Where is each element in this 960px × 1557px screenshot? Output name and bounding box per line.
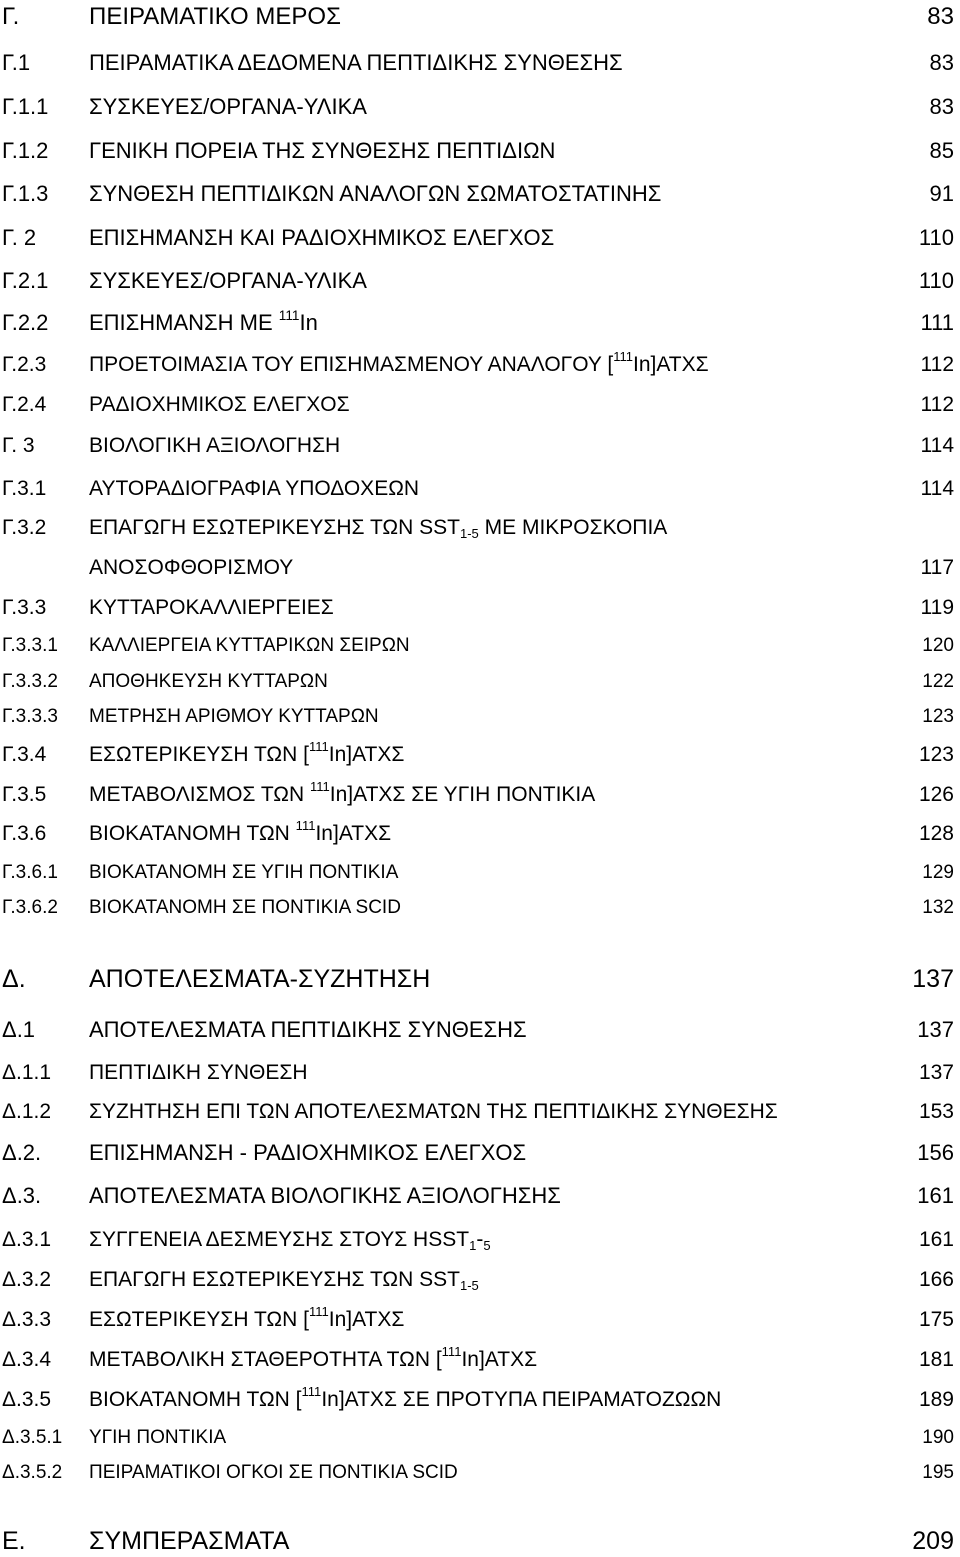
section-title: ΚΥΤΤΑΡΟΚΑΛΛΙΕΡΓΕΙΕΣ <box>89 596 334 619</box>
section-title: ΑΠΟΘΗΚΕΥΣΗ ΚΥΤΤΑΡΩΝ <box>89 671 328 692</box>
section-number: Γ.3.3.1 <box>2 635 58 656</box>
section-title: ΒΙΟΚΑΤΑΝΟΜΗ ΣΕ ΠΟΝΤΙΚΙΑ SCID <box>89 897 401 918</box>
page-number: 112 <box>920 393 954 416</box>
page-number: 122 <box>922 671 954 692</box>
section-number: Γ.3.3.2 <box>2 671 58 692</box>
section-title: ΣΥΖΗΤΗΣΗ ΕΠΙ ΤΩΝ ΑΠΟΤΕΛΕΣΜΑΤΩΝ ΤΗΣ ΠΕΠΤΙΔΙΚΗΣ ΣΥΝΘΕΣΗΣ <box>89 1100 778 1123</box>
section-number: Δ.3.3 <box>2 1308 52 1331</box>
page-number: 161 <box>917 1183 954 1208</box>
page-number: 110 <box>918 225 954 250</box>
section-number: Γ.3.6 <box>2 822 47 845</box>
page-number: 119 <box>920 596 954 619</box>
page-number: 111 <box>920 310 954 335</box>
section-title: ΕΠΙΣΗΜΑΝΣΗ ΚΑΙ ΡΑΔΙΟΧΗΜΙΚΟΣ ΕΛΕΓΧΟΣ <box>89 225 555 250</box>
section-number: Γ.1 <box>2 50 31 75</box>
section-number: Γ.2.1 <box>2 268 49 293</box>
section-number: Δ.3.5 <box>2 1388 52 1411</box>
section-number: Δ.1.1 <box>2 1061 52 1084</box>
section-title: ΜΕΤΑΒΟΛΙΣΜΟΣ ΤΩΝ $^{111}$In]ΑΤΧΣ ΣΕ ΥΓΙΗ ΠΟΝΤΙΚΙΑ <box>89 779 596 806</box>
section-number: Δ.1 <box>2 1017 36 1042</box>
section-number: Γ.3.5 <box>2 783 47 806</box>
page-number: 137 <box>912 965 954 993</box>
page-number: 117 <box>920 556 954 579</box>
section-number: Γ.3.6.1 <box>2 862 58 883</box>
section-title: ΣΥΣΚΕΥΕΣ/ΟΡΓΑΝΑ-ΥΛΙΚΑ <box>89 94 367 119</box>
section-title: ΥΓΙΗ ΠΟΝΤΙΚΙΑ <box>89 1427 227 1448</box>
section-number: Δ.3.2 <box>2 1268 52 1291</box>
page-number: 137 <box>917 1017 954 1042</box>
page-number: 83 <box>927 3 954 30</box>
page-number: 123 <box>918 743 954 766</box>
section-number: Δ.3.5.2 <box>2 1462 63 1483</box>
page-number: 156 <box>917 1140 954 1165</box>
section-title: ΠΕΙΡΑΜΑΤΙΚΟΙ ΟΓΚΟΙ ΣΕ ΠΟΝΤΙΚΙΑ SCID <box>89 1462 458 1483</box>
section-number: Γ.2.3 <box>2 353 47 376</box>
page-number: 126 <box>918 783 954 806</box>
section-number: Γ. 2 <box>2 225 37 250</box>
section-number: Δ.3.1 <box>2 1228 52 1251</box>
page-number: 132 <box>922 897 954 918</box>
section-title: ΕΠΑΓΩΓΗ ΕΣΩΤΕΡΙΚΕΥΣΗΣ ΤΩΝ $SST_{1-5}$ ΜΕ ΜΙΚΡΟΣΚΟΠΙΑ <box>89 516 668 541</box>
section-number: Γ.2.4 <box>2 393 47 416</box>
section-number: Γ.1.2 <box>2 138 49 163</box>
section-title: ΕΠΙΣΗΜΑΝΣΗ - ΡΑΔΙΟΧΗΜΙΚΟΣ ΕΛΕΓΧΟΣ <box>89 1140 527 1165</box>
section-title: ΠΕΙΡΑΜΑΤΙΚΑ ΔΕΔΟΜΕΝΑ ΠΕΠΤΙΔΙΚΗΣ ΣΥΝΘΕΣΗΣ <box>89 50 623 75</box>
section-title: ΕΠΑΓΩΓΗ ΕΣΩΤΕΡΙΚΕΥΣΗΣ ΤΩΝ $SST_{1-5}$ <box>89 1268 479 1293</box>
section-title: ΑΥΤΟΡΑΔΙΟΓΡΑΦΙΑ ΥΠΟΔΟΧΕΩΝ <box>89 477 420 500</box>
section-number: Δ. <box>2 965 26 993</box>
section-title: ΕΠΙΣΗΜΑΝΣΗ ΜΕ $^{111}$In <box>89 307 318 335</box>
section-title: ΣΥΜΠΕΡΑΣΜΑΤΑ <box>89 1527 290 1555</box>
section-number: Γ.3.4 <box>2 743 47 766</box>
section-title: ΣΥΝΘΕΣΗ ΠΕΠΤΙΔΙΚΩΝ ΑΝΑΛΟΓΩΝ ΣΩΜΑΤΟΣΤΑΤΙΝΗΣ <box>89 181 662 206</box>
section-title: ΜΕΤΑΒΟΛΙΚΗ ΣΤΑΘΕΡΟΤΗΤΑ ΤΩΝ [$^{111}$In]ΑΤΧΣ <box>89 1344 538 1371</box>
page-number: 166 <box>918 1268 954 1291</box>
section-number: Ε. <box>2 1527 26 1555</box>
page-number: 128 <box>918 822 954 845</box>
section-title: ΠΡΟΕΤΟΙΜΑΣΙΑ ΤΟΥ ΕΠΙΣΗΜΑΣΜΕΝΟΥ ΑΝΑΛΟΓΟΥ [$^{111}$In]ΑΤΧΣ <box>89 349 709 376</box>
page-number: 175 <box>918 1308 954 1331</box>
section-number: Δ.3. <box>2 1183 42 1208</box>
section-number: Δ.3.5.1 <box>2 1427 63 1448</box>
page-number: 189 <box>918 1388 954 1411</box>
section-title: ΣΥΣΚΕΥΕΣ/ΟΡΓΑΝΑ-ΥΛΙΚΑ <box>89 268 367 293</box>
section-title: ΑΝΟΣΟΦΘΟΡΙΣΜΟΥ <box>89 556 294 579</box>
page-number: 114 <box>920 477 954 500</box>
section-title: ΕΣΩΤΕΡΙΚΕΥΣΗ ΤΩΝ [$^{111}$In]ΑΤΧΣ <box>89 739 405 766</box>
section-title: ΒΙΟΚΑΤΑΝΟΜΗ ΤΩΝ $^{111}$In]ΑΤΧΣ <box>89 818 392 845</box>
section-title: ΑΠΟΤΕΛΕΣΜΑΤΑ ΒΙΟΛΟΓΙΚΗΣ ΑΞΙΟΛΟΓΗΣΗΣ <box>89 1183 561 1208</box>
section-title: ΡΑΔΙΟΧΗΜΙΚΟΣ ΕΛΕΓΧΟΣ <box>89 393 350 416</box>
section-number: Δ.2. <box>2 1140 42 1165</box>
page-number: 137 <box>918 1061 954 1084</box>
section-number: Γ.3.6.2 <box>2 897 58 918</box>
section-title: ΚΑΛΛΙΕΡΓΕΙΑ ΚΥΤΤΑΡΙΚΩΝ ΣΕΙΡΩΝ <box>89 635 410 656</box>
page-number: 209 <box>912 1527 954 1555</box>
section-number: Δ.1.2 <box>2 1100 52 1123</box>
section-title: ΜΕΤΡΗΣΗ ΑΡΙΘΜΟΥ ΚΥΤΤΑΡΩΝ <box>89 706 379 727</box>
section-title: ΣΥΓΓΕΝΕΙΑ ΔΕΣΜΕΥΣΗΣ ΣΤΟΥΣ $HSST_1-_5$ <box>89 1228 491 1253</box>
section-number: Γ.1.1 <box>2 94 49 119</box>
page-number: 114 <box>920 434 954 457</box>
page-number: 153 <box>918 1100 954 1123</box>
section-title: ΓΕΝΙΚΗ ΠΟΡΕΙΑ ΤΗΣ ΣΥΝΘΕΣΗΣ ΠΕΠΤΙΔΙΩΝ <box>89 138 556 163</box>
section-title: ΒΙΟΚΑΤΑΝΟΜΗ ΣΕ ΥΓΙΗ ΠΟΝΤΙΚΙΑ <box>89 862 399 883</box>
section-number: Γ. <box>2 3 20 30</box>
page-number: 129 <box>922 862 954 883</box>
section-title: ΑΠΟΤΕΛΕΣΜΑΤΑ ΠΕΠΤΙΔΙΚΗΣ ΣΥΝΘΕΣΗΣ <box>89 1017 527 1042</box>
section-title: ΠΕΙΡΑΜΑΤΙΚΟ ΜΕΡΟΣ <box>89 3 341 30</box>
section-number: Γ.3.2 <box>2 516 47 539</box>
page-number: 161 <box>918 1228 954 1251</box>
page-number: 195 <box>922 1462 954 1483</box>
section-number: Γ.3.1 <box>2 477 47 500</box>
section-number: Γ. 3 <box>2 434 35 457</box>
page-number: 120 <box>922 635 954 656</box>
page-number: 110 <box>918 268 954 293</box>
section-title: ΒΙΟΛΟΓΙΚΗ ΑΞΙΟΛΟΓΗΣΗ <box>89 434 341 457</box>
section-number: Γ.1.3 <box>2 181 49 206</box>
section-title: ΒΙΟΚΑΤΑΝΟΜΗ ΤΩΝ [$^{111}$In]ΑΤΧΣ ΣΕ ΠΡΟΤΥΠΑ ΠΕΙΡΑΜΑΤΟΖΩΩΝ <box>89 1384 722 1411</box>
page-number: 85 <box>929 138 954 163</box>
section-number: Γ.3.3 <box>2 596 47 619</box>
section-title: ΕΣΩΤΕΡΙΚΕΥΣΗ ΤΩΝ [$^{111}$In]ΑΤΧΣ <box>89 1304 405 1331</box>
page-number: 91 <box>929 181 954 206</box>
page-number: 83 <box>929 94 954 119</box>
page-number: 190 <box>922 1427 954 1448</box>
section-title: ΑΠΟΤΕΛΕΣΜΑΤΑ-ΣΥΖΗΤΗΣΗ <box>89 965 431 993</box>
page-number: 83 <box>929 50 954 75</box>
section-number: Δ.3.4 <box>2 1348 52 1371</box>
section-number: Γ.2.2 <box>2 310 49 335</box>
section-number: Γ.3.3.3 <box>2 706 58 727</box>
page-number: 181 <box>918 1348 954 1371</box>
page-number: 123 <box>922 706 954 727</box>
page-number: 112 <box>920 353 954 376</box>
section-title: ΠΕΠΤΙΔΙΚΗ ΣΥΝΘΕΣΗ <box>89 1061 308 1084</box>
